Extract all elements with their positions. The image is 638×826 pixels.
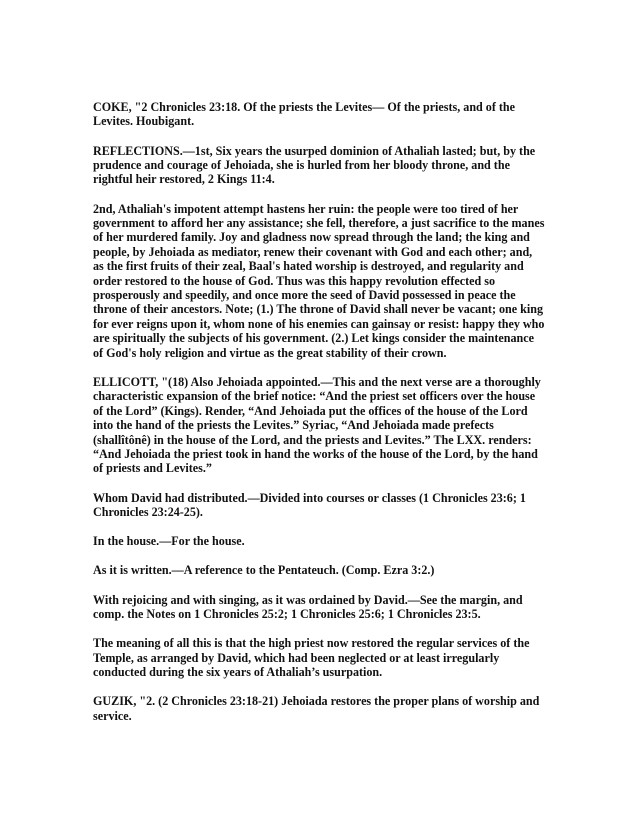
paragraph-reflections: REFLECTIONS.—1st, Six years the usurped dominion of Athaliah lasted; but, by the prudence and courage of Jehoiada, she is hurled from her bloody throne, and the rightful heir restored, 2 Kings 11:4.	[93, 143, 536, 187]
paragraph-guzik: GUZIK, "2. (2 Chronicles 23:18-21) Jehoiada restores the proper plans of worship and service.	[93, 694, 540, 723]
paragraph-as-it-is-written: As it is written.—A reference to the Pentateuch. (Comp. Ezra 3:2.)	[93, 563, 435, 578]
paragraph-ellicott: ELLICOTT, "(18) Also Jehoiada appointed.—This and the next verse are a thoroughly characteristic expansion of the brief notice: “And the priest set officers over the house of the Lord” (Kings). Render, “And Jehoiada put the offices of the house of the Lord into the hand of the priests the Levites.” Syriac, “And Jehoiada made prefects (shallîtônê) in the house of the Lord, and the priests and Levites.” The LXX. renders: “And Jehoiada the priest took in hand the works of the house of the Lord, by the hand of priests and Levites.”	[93, 374, 541, 476]
document-page	[93, 100, 545, 738]
paragraph-second-reflection: 2nd, Athaliah's impotent attempt hastens her ruin: the people were too tired of her government to afford her any assistance; she fell, therefore, a just sacrifice to the manes of her murdered family. Joy and gladness now spread through the land; the king and people, by Jehoiada as mediator, renew their covenant with God and each other; and, as the first fruits of their zeal, Baal's hated worship is destroyed, and regularity and order restored to the house of God. Thus was this happy revolution effected so prosperously and speedily, and once more the seed of David possessed in peace the throne of their ancestors. Note; (1.) The throne of David shall never be vacant; one king for ever reigns upon it, whom none of his enemies can gainsay or resist: happy they who are spiritually the subjects of his government. (2.) Let kings consider the maintenance of God's holy religion and virtue as the great stability of their crown.	[93, 201, 545, 360]
paragraph-whom-david: Whom David had distributed.—Divided into courses or classes (1 Chronicles 23:6; 1 Chronicles 23:24-25).	[93, 490, 526, 519]
paragraph-with-rejoicing: With rejoicing and with singing, as it was ordained by David.—See the margin, and comp. the Notes on 1 Chronicles 25:2; 1 Chronicles 25:6; 1 Chronicles 23:5.	[93, 592, 523, 621]
paragraph-coke: COKE, "2 Chronicles 23:18. Of the priests the Levites— Of the priests, and of the Levites. Houbigant.	[93, 100, 516, 129]
paragraph-meaning: The meaning of all this is that the high priest now restored the regular services of the Temple, as arranged by David, which had been neglected or at least irregularly conducted during the six years of Athaliah’s usurpation.	[93, 636, 530, 679]
paragraph-in-the-house: In the house.—For the house.	[93, 534, 245, 549]
